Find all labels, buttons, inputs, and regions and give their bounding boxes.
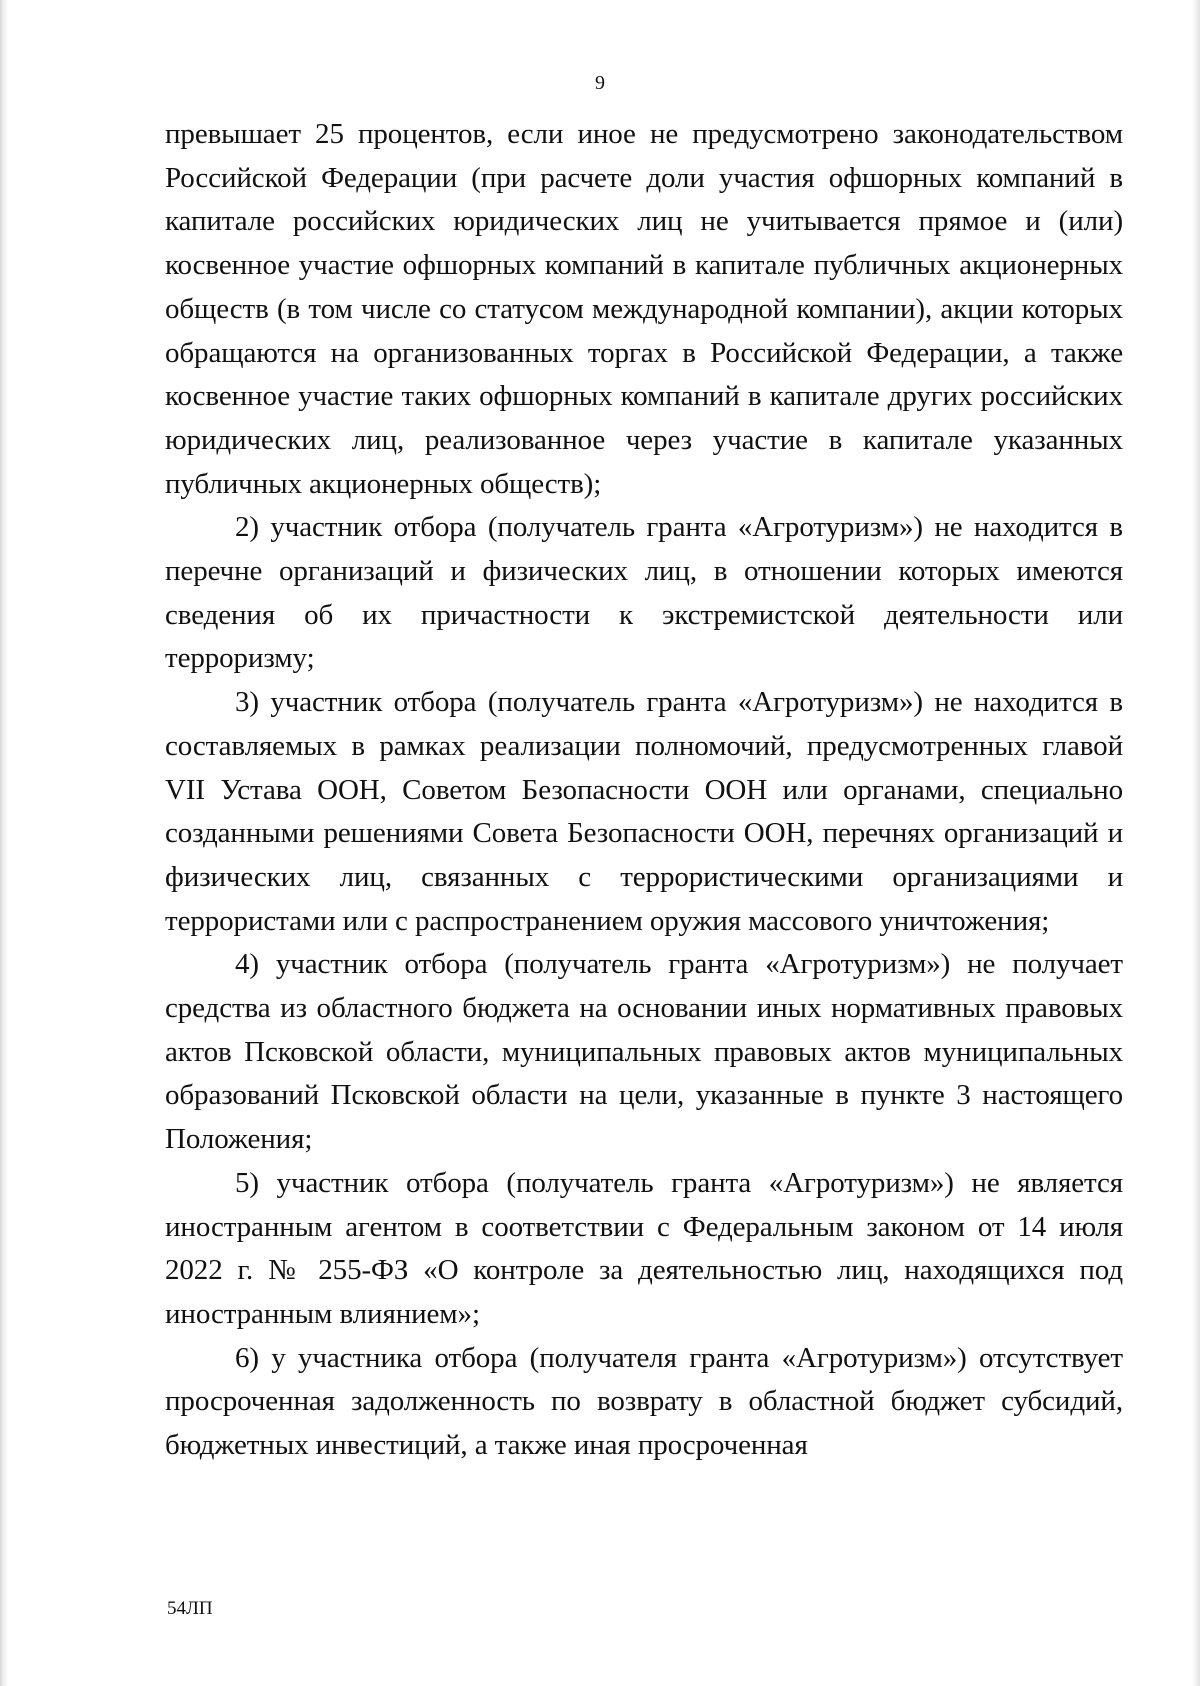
paragraph-item-4: 4) участник отбора (получатель гранта «Агротуризм») не получает средства из областного бюджета на основании иных нормативных правовых актов Псковской области, муниципальных правовых актов муниципальных образований Псковской области на цели, указанные в пункте 3 настоящего Положения;: [165, 948, 1123, 1156]
document-body: [165, 113, 1123, 1468]
paragraph-item-3: 3) участник отбора (получатель гранта «Агротуризм») не находится в составляемых в рамках реализации полномочий, предусмотренных главой VII Устава ООН, Советом Безопасности ООН или органами, специально созданными решениями Совета Безопасности ООН, перечнях организаций и физических лиц, связанных с террористическими организациями и террористами или с распространением оружия массового уничтожения;: [165, 686, 1123, 937]
footer-document-code: 54ЛП: [167, 1598, 213, 1619]
paragraph-item-6: 6) у участника отбора (получателя гранта «Агротуризм») отсутствует просроченная задолженность по возврату в областной бюджет субсидий, бюджетных инвестиций, а также иная просроченная: [165, 1341, 1123, 1462]
paragraph-item-5: 5) участник отбора (получатель гранта «Агротуризм») не является иностранным агентом в соответствии с Федеральным законом от 14 июля 2022 г. № 255-ФЗ «О контроле за деятельностью лиц, находящихся под иностранным влиянием»;: [165, 1166, 1123, 1330]
paragraph-continuation: превышает 25 процентов, если иное не предусмотрено законодательством Российской Федерации (при расчете доли участия офшорных компаний в капитале российских юридических лиц не учитывается прямое и (или) косвенное участие офшорных компаний в капитале публичных акционерных обществ (в том числе со статусом международной компании), акции которых обращаются на организованных торгах в Российской Федерации, а также косвенное участие таких офшорных компаний в капитале других российских юридических лиц, реализованное через участие в капитале указанных публичных акционерных обществ);: [165, 118, 1123, 500]
paragraph-item-2: 2) участник отбора (получатель гранта «Агротуризм») не находится в перечне организаций и физических лиц, в отношении которых имеются сведения об их причастности к экстремистской деятельности или терроризму;: [165, 511, 1123, 675]
scan-edge-right: [1192, 0, 1200, 1686]
page-number: 9: [595, 72, 605, 94]
scan-edge-left: [0, 0, 9, 1686]
